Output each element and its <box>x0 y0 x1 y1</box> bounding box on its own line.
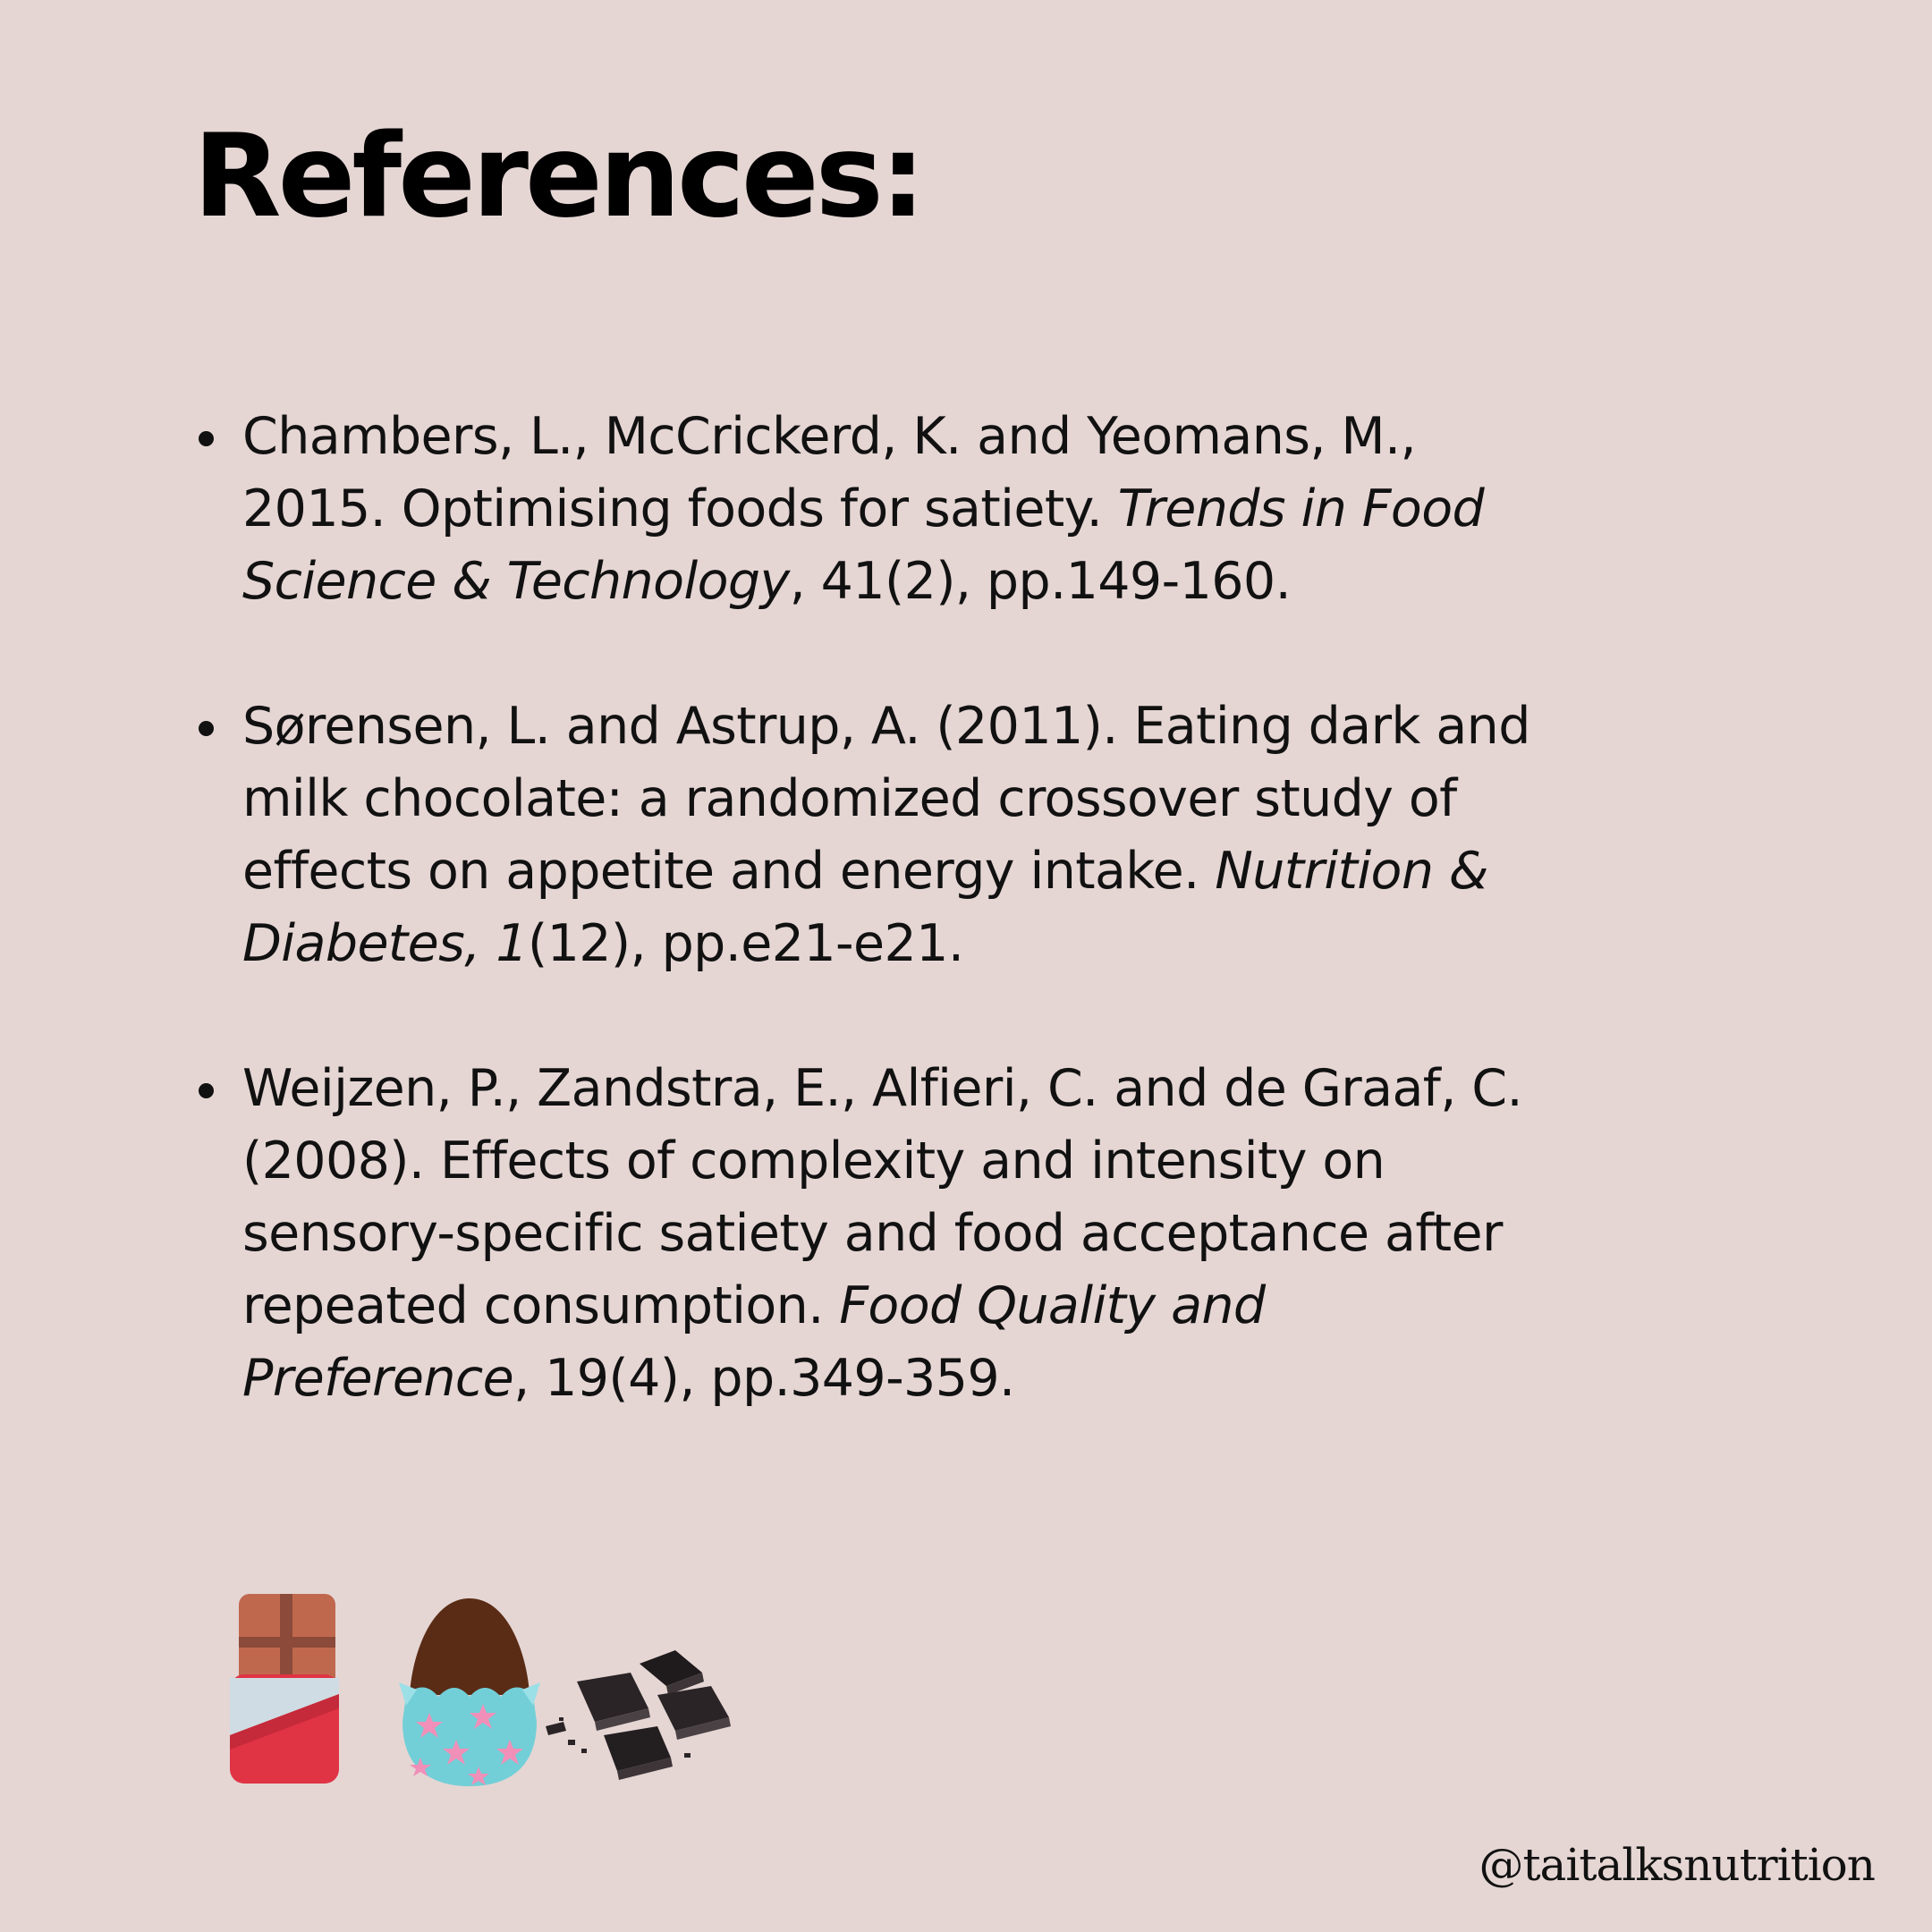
reference-details: , 41(2), pp.149-160. <box>789 552 1292 611</box>
bullet-point <box>199 431 214 446</box>
reference-details: , 19(4), pp.349-359. <box>513 1349 1015 1408</box>
chocolate-egg-icon <box>394 1597 546 1793</box>
reference-item <box>193 1053 1544 1415</box>
social-handle: @taitalksnutrition <box>1479 1839 1875 1891</box>
chocolate-pieces-icon <box>541 1646 756 1789</box>
reference-volume: , 1 <box>464 914 528 973</box>
reference-item <box>193 691 1544 980</box>
reference-journal: Nutrition & Diabetes <box>242 842 1488 973</box>
reference-details: (12), pp.e21-e21. <box>527 914 964 973</box>
page-title: References: <box>193 110 922 243</box>
reference-item <box>193 401 1544 618</box>
reference-journal: Food Quality and Preference <box>242 1276 1266 1408</box>
reference-authors-title: Chambers, L., McCrickerd, K. and Yeomans, M., 2015. Optimising foods for satiety. <box>242 407 1417 538</box>
chocolate-illustrations <box>224 1588 778 1802</box>
reference-list <box>193 401 1544 1487</box>
bullet-point <box>199 1083 214 1098</box>
reference-journal: Trends in Food Science & Technology <box>242 479 1485 611</box>
reference-authors-title: Sørensen, L. and Astrup, A. (2011). Eating dark and milk chocolate: a randomized crossover study of effects on appetite and energy intake. <box>242 697 1530 901</box>
chocolate-bar-icon <box>228 1592 344 1789</box>
bullet-point <box>199 721 214 736</box>
reference-authors-title: Weijzen, P., Zandstra, E., Alfieri, C. and de Graaf, C. (2008). Effects of complexity and intensity on sensory-specific satiety and food acceptance after repeated consumption. <box>242 1059 1523 1335</box>
